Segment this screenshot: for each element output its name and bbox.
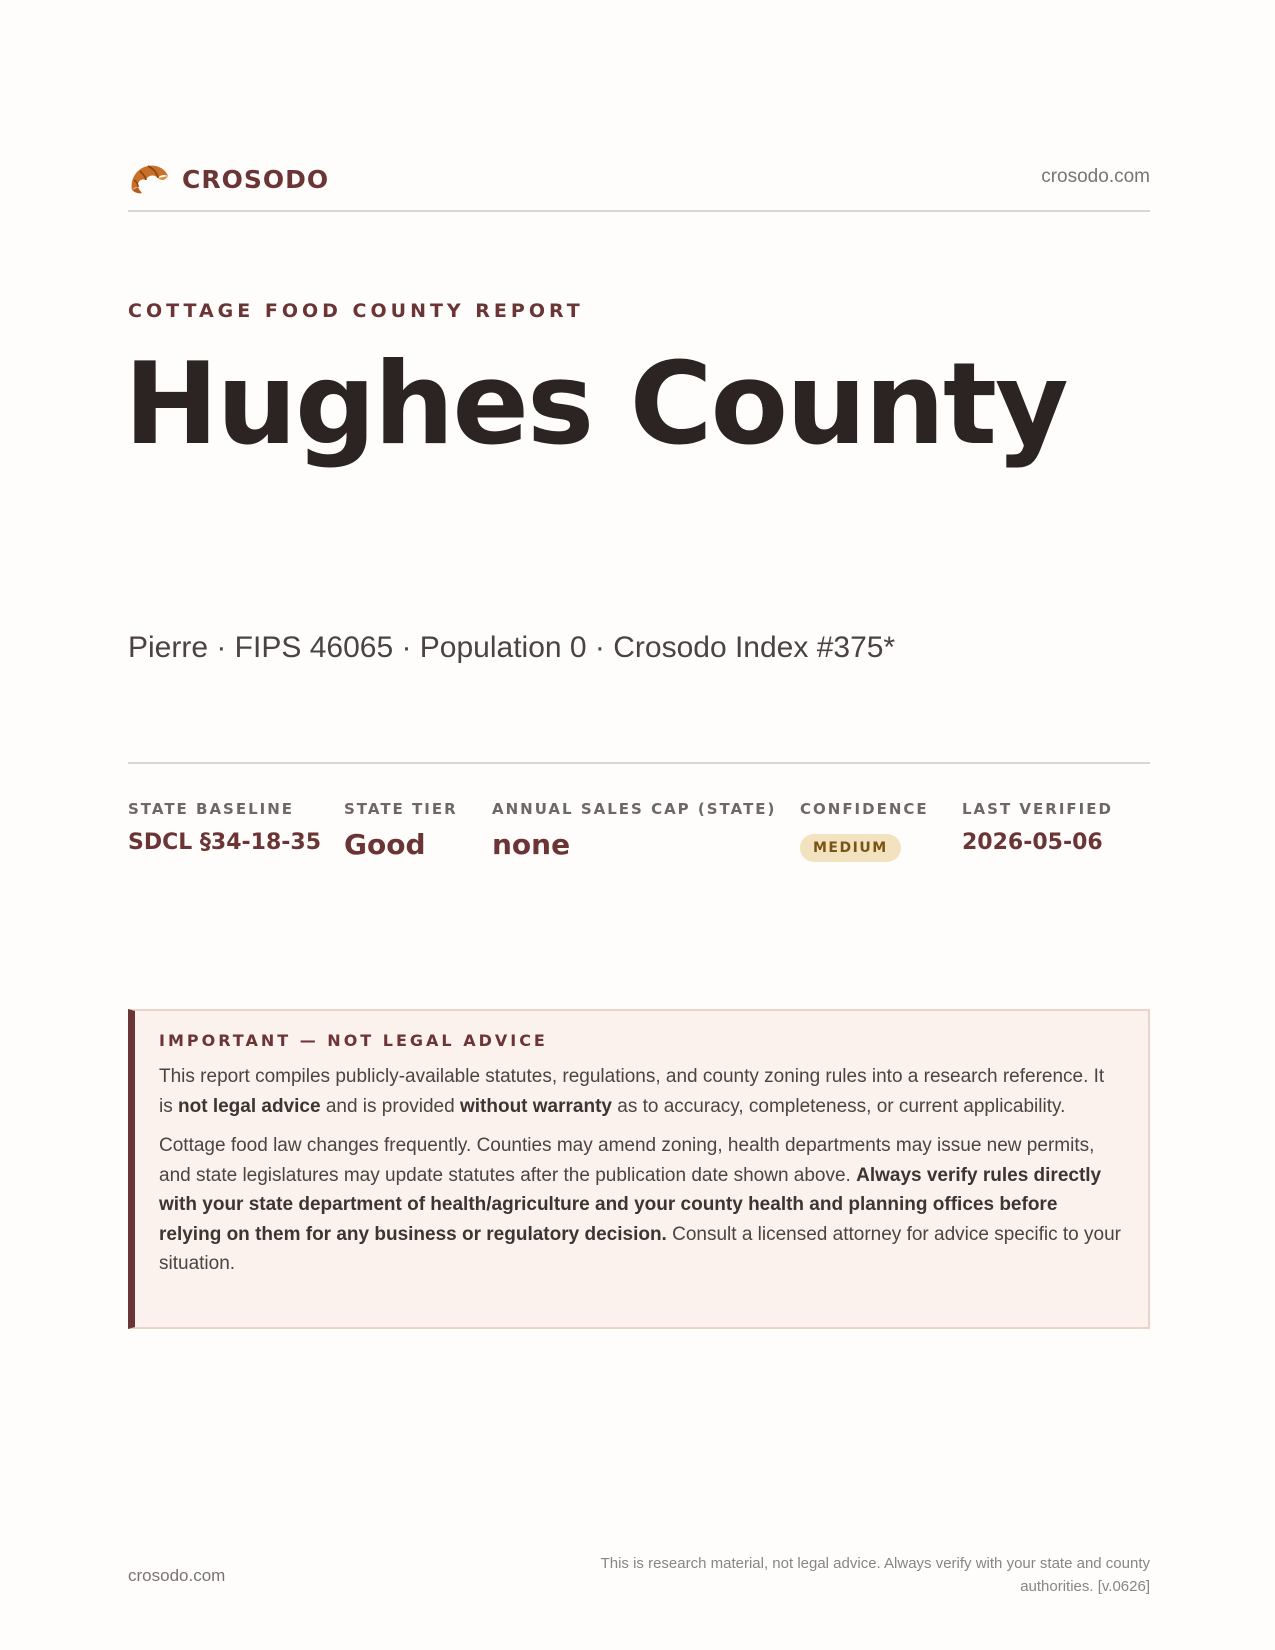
stat-value: SDCL §34-18-35 bbox=[128, 830, 322, 855]
page-header bbox=[128, 158, 1150, 212]
divider bbox=[128, 762, 1150, 764]
notice-paragraph-1 bbox=[159, 1062, 1122, 1121]
brand bbox=[128, 160, 329, 198]
notice-emphasis: without warranty bbox=[459, 1095, 612, 1117]
footer-site-link[interactable]: crosodo.com bbox=[128, 1566, 226, 1585]
stat-state-tier bbox=[344, 800, 458, 861]
notice-text: Consult a licensed attorney for advice specific to your situation. bbox=[159, 1223, 1121, 1274]
stats-row bbox=[128, 800, 1150, 880]
notice-emphasis: not legal advice bbox=[178, 1095, 321, 1117]
stat-label: STATE TIER bbox=[344, 800, 458, 818]
stat-value: Good bbox=[344, 828, 426, 861]
croissant-icon bbox=[128, 160, 170, 198]
report-page bbox=[124, 0, 1150, 1650]
notice-emphasis: Always verify rules directly with your state department of health/agriculture and your county health and planning offices before relying on them for any business or regulatory decision. bbox=[159, 1164, 1102, 1245]
notice-text: This report compiles publicly-available statutes, regulations, and county zoning rules into a research reference. It is bbox=[159, 1066, 1105, 1117]
page-title: Hughes County bbox=[124, 338, 1067, 470]
stat-value: none bbox=[492, 828, 571, 861]
stat-label: CONFIDENCE bbox=[800, 800, 929, 818]
brand-name: CROSODO bbox=[182, 164, 330, 194]
notice-text: Cottage food law changes frequently. Counties may amend zoning, health departments may issue new permits, and state legislatures may update statutes after the publication date shown above. bbox=[159, 1135, 1095, 1186]
stat-value: 2026-05-06 bbox=[962, 830, 1103, 855]
stat-label: LAST VERIFIED bbox=[962, 800, 1113, 818]
stat-state-baseline bbox=[128, 800, 321, 855]
stat-label: STATE BASELINE bbox=[128, 800, 295, 818]
stat-annual-sales-cap bbox=[492, 800, 776, 861]
county-meta: Pierre · FIPS 46065 · Population 0 · Crosodo Index #375* bbox=[128, 631, 896, 664]
notice-text: as to accuracy, completeness, or current applicability. bbox=[611, 1095, 1066, 1117]
notice-heading: IMPORTANT — NOT LEGAL ADVICE bbox=[159, 1031, 548, 1050]
footer-disclaimer: This is research material, not legal advice. Always verify with your state and county authorities. [v.0626] bbox=[600, 1555, 1150, 1595]
stat-last-verified bbox=[962, 800, 1113, 855]
notice-text: and is provided bbox=[320, 1095, 460, 1117]
stat-confidence bbox=[800, 800, 929, 862]
header-site-link[interactable]: crosodo.com bbox=[1041, 166, 1150, 187]
legal-notice bbox=[128, 1009, 1150, 1329]
stat-label: ANNUAL SALES CAP (STATE) bbox=[492, 800, 777, 818]
notice-paragraph-2 bbox=[159, 1131, 1122, 1279]
report-kicker: COTTAGE FOOD COUNTY REPORT bbox=[128, 300, 584, 322]
confidence-badge: MEDIUM bbox=[800, 834, 901, 862]
